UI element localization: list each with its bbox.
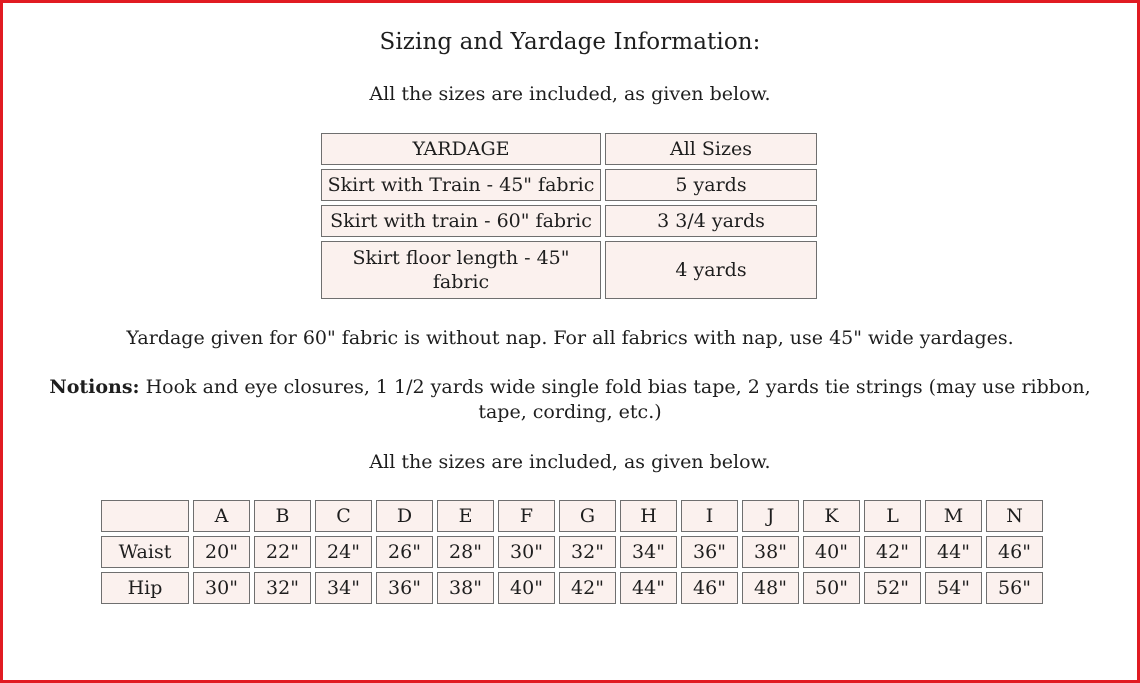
size-header: D bbox=[376, 500, 433, 532]
yardage-amount: 5 yards bbox=[605, 169, 817, 201]
size-header: J bbox=[742, 500, 799, 532]
measurement-cell: 22" bbox=[254, 536, 311, 568]
yardage-item: Skirt with Train - 45" fabric bbox=[321, 169, 601, 201]
size-chart-table bbox=[97, 496, 1047, 608]
size-header: N bbox=[986, 500, 1043, 532]
yardage-amount: 3 3/4 yards bbox=[605, 205, 817, 237]
size-header: E bbox=[437, 500, 494, 532]
measurement-cell: 44" bbox=[925, 536, 982, 568]
row-label-hip: Hip bbox=[101, 572, 189, 604]
size-header: K bbox=[803, 500, 860, 532]
yardage-header-row bbox=[321, 133, 817, 165]
notions-description: Hook and eye closures, 1 1/2 yards wide single fold bias tape, 2 yards tie strings (may use ribbon, tape, cording, etc.) bbox=[139, 376, 1091, 423]
measurement-cell: 42" bbox=[559, 572, 616, 604]
measurement-cell: 28" bbox=[437, 536, 494, 568]
measurement-cell: 36" bbox=[376, 572, 433, 604]
yardage-amount: 4 yards bbox=[605, 241, 817, 299]
intro-text: All the sizes are included, as given below. bbox=[369, 83, 771, 105]
yardage-item: Skirt floor length - 45" fabric bbox=[321, 241, 601, 299]
measurement-cell: 34" bbox=[620, 536, 677, 568]
yardage-row bbox=[321, 205, 817, 237]
row-label-waist: Waist bbox=[101, 536, 189, 568]
measurement-cell: 42" bbox=[864, 536, 921, 568]
intro-text-secondary: All the sizes are included, as given below. bbox=[369, 451, 771, 473]
measurement-cell: 30" bbox=[498, 536, 555, 568]
measurement-cell: 32" bbox=[559, 536, 616, 568]
measurement-cell: 24" bbox=[315, 536, 372, 568]
size-header: C bbox=[315, 500, 372, 532]
measurement-cell: 46" bbox=[986, 536, 1043, 568]
measurement-cell: 48" bbox=[742, 572, 799, 604]
measurement-cell: 46" bbox=[681, 572, 738, 604]
measurement-cell: 36" bbox=[681, 536, 738, 568]
yardage-row bbox=[321, 241, 817, 299]
nap-note: Yardage given for 60" fabric is without nap. For all fabrics with nap, use 45" wide yardages. bbox=[126, 327, 1014, 349]
content-area bbox=[3, 3, 1137, 680]
size-header: H bbox=[620, 500, 677, 532]
measurement-cell: 44" bbox=[620, 572, 677, 604]
measurement-cell: 20" bbox=[193, 536, 250, 568]
size-header: B bbox=[254, 500, 311, 532]
measurement-cell: 32" bbox=[254, 572, 311, 604]
measurement-cell: 40" bbox=[803, 536, 860, 568]
size-header: F bbox=[498, 500, 555, 532]
measurement-cell: 26" bbox=[376, 536, 433, 568]
notions-text bbox=[29, 375, 1111, 425]
hip-row bbox=[101, 572, 1043, 604]
notions-label: Notions: bbox=[49, 376, 140, 398]
size-header: A bbox=[193, 500, 250, 532]
measurement-cell: 38" bbox=[437, 572, 494, 604]
yardage-header-label: YARDAGE bbox=[321, 133, 601, 165]
measurement-cell: 56" bbox=[986, 572, 1043, 604]
size-corner-cell bbox=[101, 500, 189, 532]
yardage-header-sizes: All Sizes bbox=[605, 133, 817, 165]
measurement-cell: 34" bbox=[315, 572, 372, 604]
size-header: M bbox=[925, 500, 982, 532]
measurement-cell: 40" bbox=[498, 572, 555, 604]
measurement-cell: 30" bbox=[193, 572, 250, 604]
size-header: L bbox=[864, 500, 921, 532]
measurement-cell: 52" bbox=[864, 572, 921, 604]
size-header-row bbox=[101, 500, 1043, 532]
measurement-cell: 38" bbox=[742, 536, 799, 568]
measurement-cell: 50" bbox=[803, 572, 860, 604]
page-title: Sizing and Yardage Information: bbox=[379, 29, 761, 55]
size-header: G bbox=[559, 500, 616, 532]
size-header: I bbox=[681, 500, 738, 532]
yardage-item: Skirt with train - 60" fabric bbox=[321, 205, 601, 237]
measurement-cell: 54" bbox=[925, 572, 982, 604]
yardage-row bbox=[321, 169, 817, 201]
yardage-table bbox=[317, 129, 821, 303]
waist-row bbox=[101, 536, 1043, 568]
